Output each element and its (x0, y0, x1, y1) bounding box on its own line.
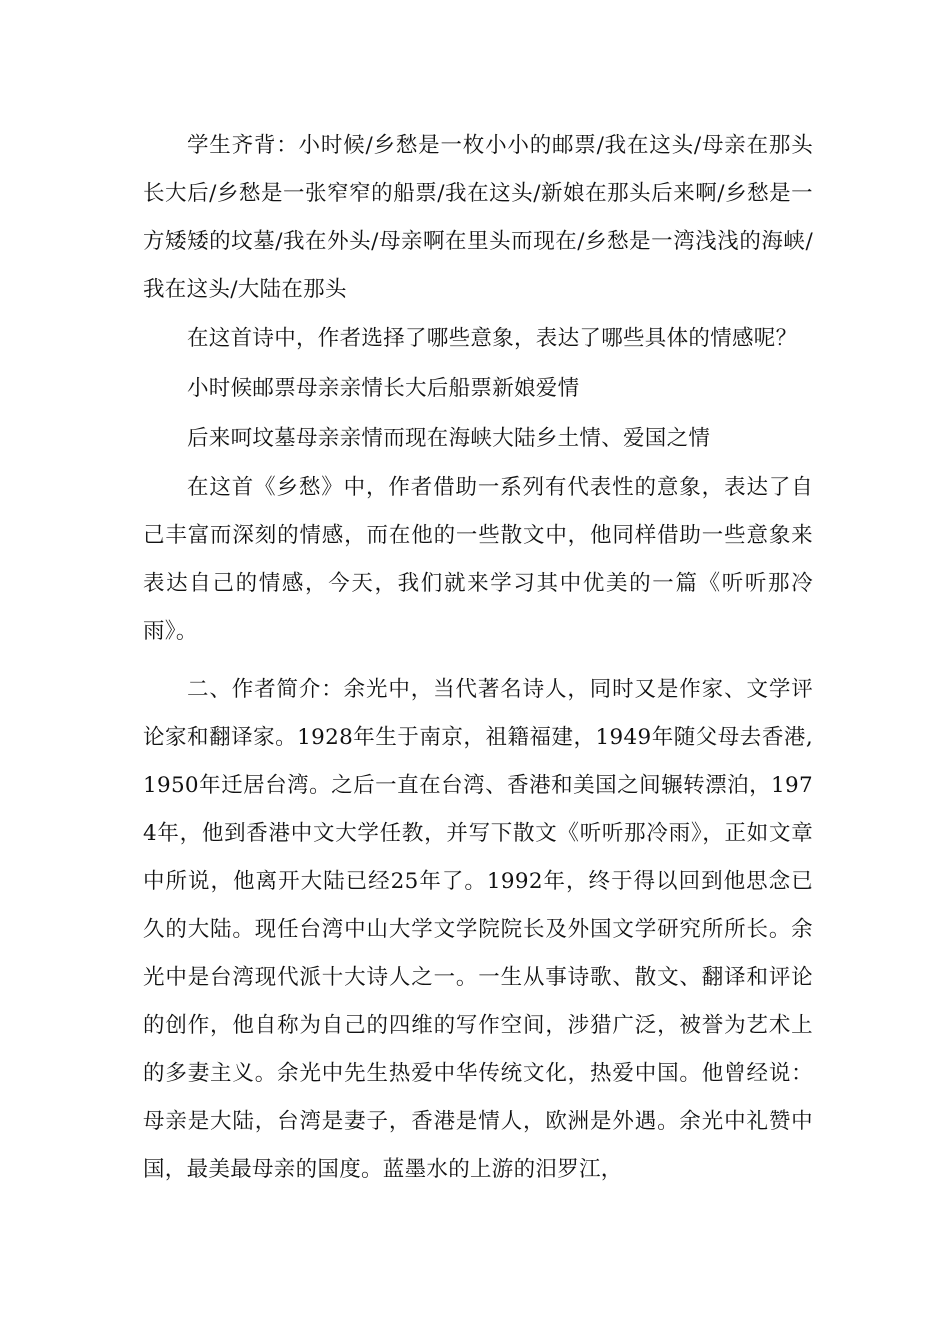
paragraph-recitation: 学生齐背：小时候/乡愁是一枚小小的邮票/我在这头/母亲在那头长大后/乡愁是一张窄窄的船票/我在这头/新娘在那头后来啊/乡愁是一方矮矮的坟墓/我在外头/母亲啊在里头而现在/乡愁是一湾浅浅的海峡/我在这头/大陆在那头 (143, 133, 813, 302)
paragraph-author-bio: 二、作者简介：余光中，当代著名诗人，同时又是作家、文学评论家和翻译家。1928年生于南京，祖籍福建，1949年随父母去香港,1950年迁居台湾。之后一直在台湾、香港和美国之间辗转漂泊，1974年，他到香港中文大学任教，并写下散文《听听那冷雨》，正如文章中所说，他离开大陆已经25年了。1992年，终于得以回到他思念已久的大陆。现任台湾中山大学文学院院长及外国文学研究所所长。余光中是台湾现代派十大诗人之一。一生从事诗歌、散文、翻译和评论的创作，他自称为自己的四维的写作空间，涉猎广泛，被誉为艺术上的多妻主义。余光中先生热爱中华传统文化，热爱中国。他曾经说：母亲是大陆，台湾是妻子，香港是情人，欧洲是外遇。余光中礼赞中国，最美最母亲的国度。蓝墨水的上游的汨罗江， (143, 677, 813, 1182)
paragraph-imagery-1: 小时候邮票母亲亲情长大后船票新娘爱情 (187, 376, 580, 401)
paragraph-question: 在这首诗中，作者选择了哪些意象，表达了哪些具体的情感呢？ (187, 326, 798, 351)
document-body (143, 122, 813, 1194)
paragraph-introduction: 在这首《乡愁》中，作者借助一系列有代表性的意象，表达了自己丰富而深刻的情感，而在他的一些散文中，他同样借助一些意象来表达自己的情感，今天，我们就来学习其中优美的一篇《听听那冷雨》。 (143, 475, 813, 644)
paragraph-imagery-2: 后来呵坟墓母亲亲情而现在海峡大陆乡土情、爱国之情 (187, 426, 711, 451)
